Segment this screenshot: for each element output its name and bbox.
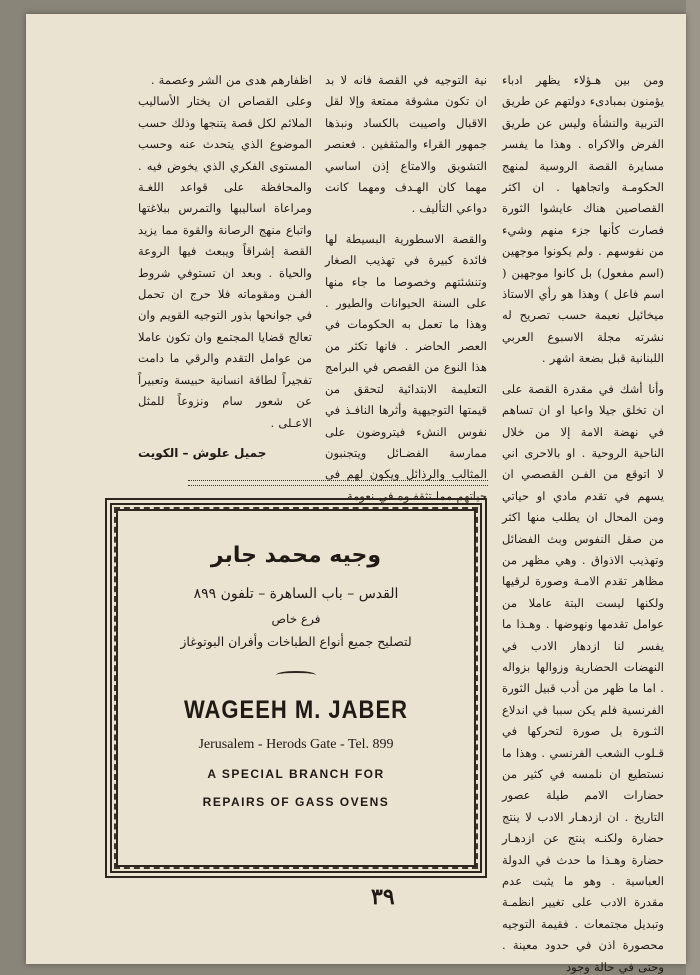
author-signature: جميل علوش – الكويت xyxy=(138,446,267,460)
ad-english-repair: REPAIRS OF GASS OVENS xyxy=(202,795,390,809)
column-right xyxy=(502,70,664,975)
ad-arabic-branch: فرع خاص xyxy=(271,612,321,626)
column-middle xyxy=(325,70,487,507)
page-number: ٣٩ xyxy=(371,884,395,910)
paragraph: ومن بين هـؤلاء يظهر ادباء يؤمنون بمبادىء دولتهم عن طريق التربية والنشأة وليس عن طريق الفرض والاكراه . وهذا ما يفسر مسايرة القصة الروسية لمنهج الحكومـة واتجاهها . ان اكثر القصاصين هناك عايشوا الثورة فصارت كأنها جزء منهم وشيء من نفوسهم . ولم يكونوا موجهين (اسم مفعول) بل كانوا موجهين ( اسم فاعل ) وهذا هو رأي الاستاذ ميخائيل نعيمة حسب تصريح له نشرته مجلة الاسبوع العربي اللبنانية قبل بضعة اشهر . xyxy=(502,73,664,366)
column-left xyxy=(138,70,312,434)
ad-ornament xyxy=(276,671,316,679)
ad-arabic-repair: لتصليح جميع أنواع الطباخات وأفران البوتوغاز xyxy=(180,634,412,649)
ad-arabic-address: القدس – باب الساهرة – تلفون ٨٩٩ xyxy=(193,586,399,602)
magazine-page xyxy=(26,14,686,974)
advertisement xyxy=(105,498,487,878)
ad-english-name: WAGEEH M. JABER xyxy=(183,695,409,724)
paragraph: وعلى القصاص ان يختار الأساليب الملائم لكل قصة يتنجها وذلك حسب الموضوع الذي يتحدث عنه وحسب المستوى الفكري الذي يخوض فيه . والمحافظة على قواعد اللغـة ومراعاة اساليبها والتمرس ببلاغتها واتباع منهج الرصانة والقوة مما يزيد القصة إشراقاً ويبعث فيها الروعة والحياة . وبعد ان تستوفي شروط الفـن ومقوماته فلا حرج ان تحمل في جوانحها بذور التوجيه القويم وان تعالج قضايا المجتمع وان تكون عاملا من عوامل التقدم والرقي ما دامت تفجيراً لطاقة انسانية حبيسة وتعبيراً عن شعور سام ونزوعاً للمثل الاعـلى . xyxy=(138,94,312,430)
ad-english-address: Jerusalem - Herods Gate - Tel. 899 xyxy=(198,737,394,752)
paragraph: وأنا أشك في مقدرة القصة على ان تخلق جيلا واعيا او ان تساهم في نهضة الامة إلا من خلال الناحية الروحية . او بالاحرى اني لا اتوقع من الفـن القصصي ان يسهم في تقدم مادي او حياتي ومن المحال ان يطلب منها اكثر من صقل النفوس وبث الفضائل وتهذيب الاذواق . وهي مظهر من مظاهر تقدم الامـة وصورة لرقيها ولكنها ليست البتة عاملا من عوامل تقدمها ونهوضها . وهـذا ما يفسر لنا ازدهار الادب في النهضات الحضارية وزوالها بزواله . اما ما ظهر من أدب قبيل الثورة الفرنسية فلم يكن سببا في اندلاع الثـورة بل صورة لتحركها في قـلوب الشعب الفرنسي . وهذا ما نستطيع ان نلمسه في كثير من حضارات الامم طيلة عصور التاريخ . ان ازدهـار الادب لا ينتج حضارة ولكنـه ينتج عن ازدهـار حضارة وهـذا ما حدث في الدولة العباسية . وهو ما يثبت عدم مقدرة الادب على تغيير انظمـة وتبديل مجتمعات . فقيمة التوجيه محصورة اذن في حدود معينة . وحتى في حالة وجود xyxy=(502,381,664,974)
paragraph: اظفارهم هدى من الشر وعصمة . xyxy=(150,73,312,87)
ad-arabic-name: وجيه محمد جابر xyxy=(210,543,382,568)
paragraph: نية التوجيه في القصة فانه لا بد ان تكون مشوقة ممتعة وإلا لقل الاقبال واصيبت بالكساد ونبذها جمهور القراء والمثقفين . فعنصر التشويق والامتاع إذن اساسي مهما كان الهـدف ومهما كانت دواعي التأليف . xyxy=(325,73,487,216)
ad-english-branch: A SPECIAL BRANCH FOR xyxy=(207,767,385,781)
page-edge xyxy=(686,0,700,975)
divider xyxy=(188,480,488,486)
paragraph: والقصة الاسطورية البسيطة لها فائدة كبيرة في تهذيب الصغار وتنشئتهم وخصوصا ما جاء منها على السنة الحيوانات والطيور . وهذا ما تعمل به الحكومات في العصر الحاضر . فانها تكثر من هذا النوع من القصص في البرامج التعليمة الابتدائية لتحقق من قيمتها التوجيهية وأثرها النافـذ في نفوس النشء فيتروضون على ممارسة الفضـائل ويتجنبون المثالب والرذائل ويكون لهم في حياتهم مما تثقفـوه في نعومة xyxy=(325,231,487,503)
